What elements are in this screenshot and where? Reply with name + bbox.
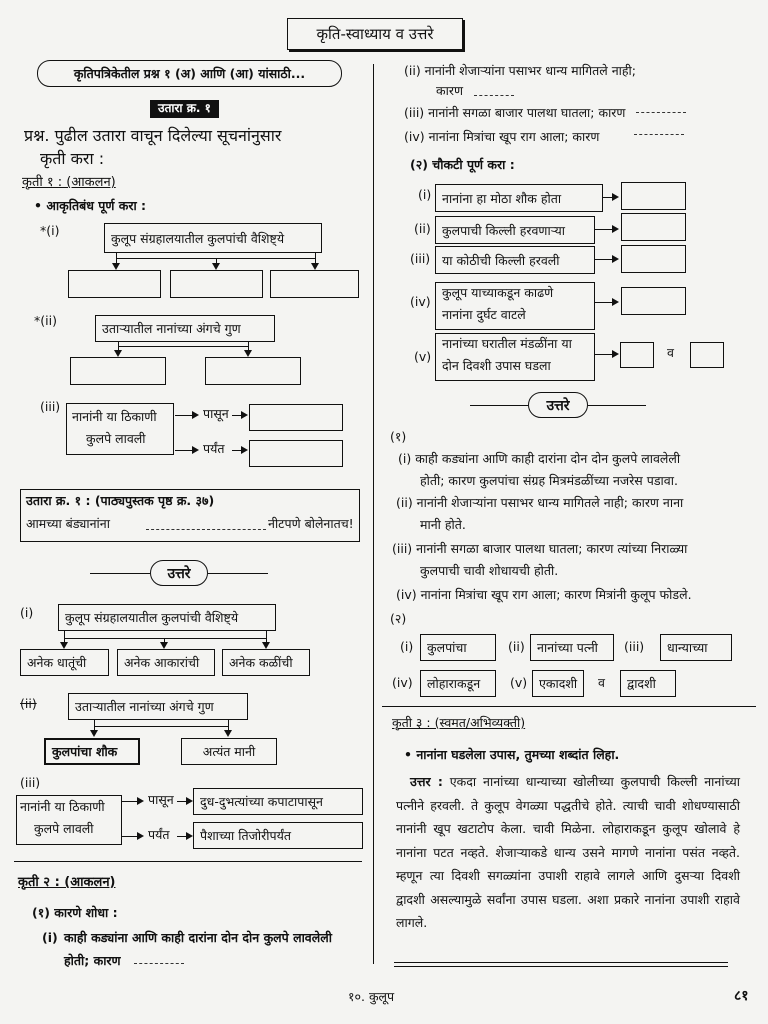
answer-1-ii-line2: मानी होते. [420, 517, 466, 532]
answer-2-iii-number: (iii) [624, 639, 645, 654]
blank-box [68, 270, 161, 298]
answer-ii-item-1: कुलपांचा शौक [44, 738, 140, 765]
page-title: कृति-स्वाध्याय व उत्तरे [287, 18, 463, 50]
answer-2-iii: धान्याच्या [660, 634, 732, 661]
blank-box [621, 213, 686, 241]
answer-iii-from: दुध-दुभत्यांच्या कपाटापासून [193, 788, 363, 815]
answer-iii-to: पैशाच्या तिजोरीपर्यंत [193, 822, 363, 849]
va-label: व [667, 345, 674, 360]
blank-box [270, 270, 359, 298]
section-rule [382, 706, 756, 707]
blank-box [70, 357, 166, 385]
footer-page: ८१ [734, 988, 749, 1004]
answer-2-title: (२) [390, 611, 407, 626]
va2-label: व [598, 675, 605, 690]
box-4-text1: कुलूप याच्याकडून काढणे [442, 285, 554, 300]
question-iii-number: (iii) [40, 399, 61, 414]
answer-1-iii-line2: कुलपाची चावी शोधायची होती. [420, 563, 559, 578]
question-i-number: *(i) [40, 223, 60, 238]
answer-2-i: कुलपांचा [420, 634, 496, 661]
kruti3-answer [396, 770, 740, 935]
blank-box [205, 357, 301, 385]
reference-end: नीटपणे बोलेनातच! [268, 516, 354, 531]
question-i-box: कुलूप संग्रहालयातील कुलपांची वैशिष्ट्ये [104, 223, 322, 253]
footer-chapter: १०. कुलूप [348, 989, 395, 1004]
answer-iii-text2: कुलपे लावली [34, 821, 94, 836]
answer-1-ii-line1: (ii) नानांनी शेजाऱ्यांना पसाभर धान्य मागितले नाही; कारण नाना [396, 495, 684, 510]
question-iii-text2: कुलपे लावली [86, 431, 146, 446]
answer-2-ii-number: (ii) [508, 639, 525, 654]
blank-box [621, 287, 686, 315]
box-4-text2: नानांना दुर्घट वाटले [442, 307, 526, 322]
blank-box [170, 270, 263, 298]
question-ii-box: उताऱ्यातील नानांच्या अंगचे गुण [95, 315, 275, 342]
answer-pasun-label: पासून [148, 792, 174, 807]
question-ii-number: *(ii) [34, 313, 57, 328]
reference-start: आमच्या बंड्यानांना [26, 516, 110, 531]
answer-2-vi: द्वादशी [620, 670, 676, 697]
answer-ii-number: (ii) [20, 696, 37, 711]
box-2-number: (ii) [414, 221, 431, 236]
reason-i-line2: होती; कारण [64, 953, 121, 968]
answer-2-i-number: (i) [400, 639, 414, 654]
answer-text: एकदा नानांच्या धान्याच्या खोलीच्या कुलपाची किल्ली नानांच्या पत्नीने हरवली. ते कुलूप वेगळ्या पद्धतीचे होते. त्याची चावी शोधण्यासाठी नानांनी खूप खटाटोप केला. चावी मिळेना. लोहाराकडून कुलूप खोलावे हे नानांना पटत नव्हते. शेजाऱ्याकडे धान्य उसने मागणे नानांना पसंत नव्हते. म्हणून त्या दिवशी सगळ्यांना उपाशी राहावे लागले आणि दुसऱ्या दिवशी द्वादशी असल्यामुळे सर्वांना उपास घडला. अशा प्रकारे नानांना उपाशी राहावे लागले. [396, 774, 740, 930]
answer-1-iv: (iv) नानांना मित्रांचा खूप राग आला; कारण मित्रांनी कुलूप फोडले. [396, 587, 692, 602]
box-1-number: (i) [418, 187, 432, 202]
answers-heading-right: उत्तरे [528, 392, 588, 418]
paryant-label: पर्यंत [203, 441, 225, 456]
box-5-text2: दोन दिवशी उपास घडला [442, 358, 551, 373]
pasun-label: पासून [203, 406, 229, 421]
section-subtitle: कृतिपत्रिकेतील प्रश्न १ (अ) आणि (आ) यांसाठी... [37, 60, 342, 87]
reason-i-line1: काही कड्यांना आणि काही दारांना दोन दोन कुलपे लावलेली [64, 930, 332, 945]
column-divider [373, 64, 374, 964]
answer-iii-number: (iii) [20, 775, 41, 790]
answer-i-number: (i) [20, 605, 34, 620]
kruti3-heading: कृती ३ : (स्वमत/अभिव्यक्ती) [392, 715, 526, 730]
reason-iv: (iv) नानांना मित्रांचा खूप राग आला; कारण [404, 129, 600, 144]
answer-2-iv: लोहाराकडून [420, 670, 496, 697]
complete-title: (२) चौकटी पूर्ण करा : [410, 157, 515, 172]
blank-box [690, 342, 724, 368]
blank-box [249, 440, 343, 467]
answer-i-box: कुलूप संग्रहालयातील कुलपांची वैशिष्ट्ये [58, 604, 276, 631]
kruti3-task: • नानांना घडलेला उपास, तुमच्या शब्दांत लिहा. [404, 747, 620, 762]
box-3-number: (iii) [410, 251, 431, 266]
passage-label: उतारा क्र. १ [150, 100, 219, 118]
section-rule [14, 861, 362, 862]
kruti2-heading: कृती २ : (आकलन) [18, 875, 116, 890]
reason-iii: (iii) नानांनी सगळा बाजार पालथा घातला; कारण [404, 105, 626, 120]
question-line1: प्रश्न. पुढील उतारा वाचून दिलेल्या सूचनांनुसार [24, 126, 282, 145]
answer-1-title: (१) [390, 429, 407, 444]
answer-i-item-1: अनेक धातूंची [20, 649, 109, 676]
box-5-text1: नानांच्या घरातील मंडळींना या [442, 336, 572, 351]
answer-i-item-3: अनेक कळींची [222, 649, 310, 676]
kruti1-heading: कृती १ : (आकलन) [22, 175, 116, 190]
answers-heading-left: उत्तरे [150, 560, 208, 586]
answer-1-i-line1: (i) काही कड्यांना आणि काही दारांना दोन दोन कुलपे लावलेली [398, 451, 681, 466]
answer-ii-item-2: अत्यंत मानी [181, 738, 277, 765]
blank-box [620, 342, 654, 368]
answer-1-i-line2: होती; कारण कुलपांचा संग्रह मित्रमंडळींच्या नजरेस पडावा. [420, 473, 678, 488]
reason-i-number: (i) [42, 930, 58, 945]
answer-2-v-number: (v) [510, 675, 528, 690]
reason-ii-karan: कारण [436, 83, 463, 98]
reasons-title: (१) कारणे शोधा : [32, 905, 118, 920]
box-4-number: (iv) [410, 294, 431, 309]
task-label: • आकृतिबंध पूर्ण करा : [34, 198, 147, 213]
blank-box [249, 404, 343, 431]
answer-iii-text1: नानांनी या ठिकाणी [20, 799, 105, 814]
answer-paryant-label: पर्यंत [148, 827, 170, 842]
footer-rule [394, 962, 728, 963]
question-iii-text1: नानांनी या ठिकाणी [72, 409, 157, 424]
question-line2: कृती करा : [40, 149, 105, 168]
answer-2-ii: नानांच्या पत्नी [530, 634, 614, 661]
answer-2-v: एकादशी [532, 670, 584, 697]
blank-box [621, 245, 686, 273]
answer-ii-box: उताऱ्यातील नानांच्या अंगचे गुण [68, 693, 248, 720]
box-5-number: (v) [414, 349, 432, 364]
blank-box [621, 182, 686, 210]
box-3-text: या कोठीची किल्ली हरवली [435, 246, 595, 274]
footer-rule-2 [394, 966, 728, 967]
answer-i-item-2: अनेक आकारांची [117, 649, 215, 676]
reference-line: उतारा क्र. १ : (पाठ्यपुस्तक पृष्ठ क्र. ३७) [26, 493, 215, 508]
answer-1-iii-line1: (iii) नानांनी सगळा बाजार पालथा घातला; कारण त्यांच्या निराळ्या [392, 541, 688, 556]
box-1-text: नानांना हा मोठा शौक होता [435, 184, 603, 212]
box-2-text: कुलपाची किल्ली हरवणाऱ्या [435, 216, 595, 244]
answer-label: उत्तर : [410, 774, 443, 789]
reason-ii: (ii) नानांनी शेजाऱ्यांना पसाभर धान्य मागितले नाही; [404, 63, 637, 78]
answer-2-iv-number: (iv) [392, 675, 413, 690]
